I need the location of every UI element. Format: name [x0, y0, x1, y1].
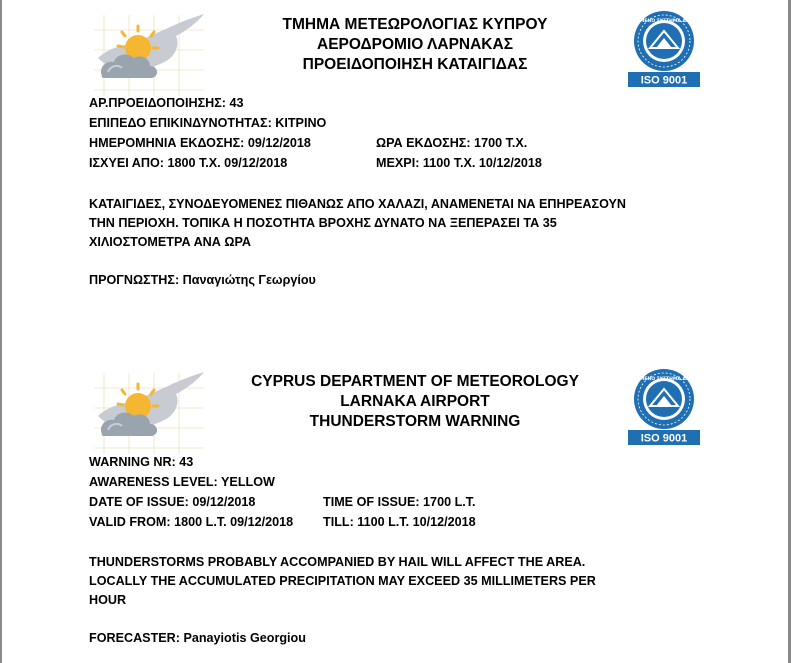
english-time-of-issue: TIME OF ISSUE: 1700 L.T.	[323, 495, 476, 509]
greek-forecaster: ΠΡΟΓΝΩΣΤΗΣ: Παναγιώτης Γεωργίου	[89, 273, 316, 287]
greek-valid-from: ΙΣΧΥΕΙ ΑΠΟ: 1800 Τ.Χ. 09/12/2018	[89, 156, 288, 170]
left-page-edge	[0, 0, 2, 663]
english-forecaster: FORECASTER: Panayiotis Georgiou	[89, 631, 306, 645]
english-valid-till: TILL: 1100 L.T. 10/12/2018	[323, 515, 476, 529]
greek-title-line-3: ΠΡΟΕΙΔΟΠΟΙΗΣΗ ΚΑΤΑΙΓΙΔΑΣ	[302, 56, 528, 73]
english-validity-row	[89, 512, 709, 532]
greek-warning-number: ΑΡ.ΠΡΟΕΙΔΟΠΟΙΗΣΗΣ: 43	[89, 96, 244, 110]
greek-valid-till: ΜΕΧΡΙ: 1100 Τ.Χ. 10/12/2018	[376, 156, 542, 170]
english-awareness-level: AWARENESS LEVEL: YELLOW	[89, 475, 275, 489]
english-message-line-3: HOUR	[89, 593, 127, 607]
iso-badge-label: ISO 9001	[640, 432, 688, 445]
greek-issue-row	[89, 133, 709, 153]
iso-ring-text: ΠΙΣΤΟΠΟΙΗΜΕΝΟ ΣΥΣΤΗΜΑ ΔΙΑΣΦΑΛΙΣΗΣ	[611, 377, 717, 382]
greek-title-line-1: ΤΜΗΜΑ ΜΕΤΕΩΡΟΛΟΓΙΑΣ ΚΥΠΡΟΥ	[282, 16, 548, 33]
greek-message-line-2: ΤΗΝ ΠΕΡΙΟΧΗ. ΤΟΠΙΚΑ Η ΠΟΣΟΤΗΤΑ ΒΡΟΧΗΣ ΔΥΝΑΤΟ ΝΑ ΞΕΠΕΡΑΣΕΙ ΤΑ 35	[89, 216, 557, 230]
english-date-of-issue: DATE OF ISSUE: 09/12/2018	[89, 495, 256, 509]
greek-date-of-issue: ΗΜΕΡΟΜΗΝΙΑ ΕΚΔΟΣΗΣ: 09/12/2018	[89, 136, 311, 150]
english-title-line-3: THUNDERSTORM WARNING	[309, 413, 521, 430]
english-message-line-1: THUNDERSTORMS PROBABLY ACCOMPANIED BY HAIL WILL AFFECT THE AREA.	[89, 555, 586, 569]
english-warning-message	[89, 553, 709, 610]
english-message-line-2: LOCALLY THE ACCUMULATED PRECIPITATION MAY EXCEED 35 MILLIMETERS PER	[89, 574, 596, 588]
greek-fields	[89, 93, 709, 173]
english-valid-from: VALID FROM: 1800 L.T. 09/12/2018	[89, 515, 294, 529]
english-title-block	[215, 372, 615, 432]
english-fields	[89, 452, 709, 532]
greek-validity-row	[89, 153, 709, 173]
meteorology-logo-icon	[84, 368, 208, 454]
greek-message-line-1: ΚΑΤΑΙΓΙΔΕΣ, ΣΥΝΟΔΕΥΟΜΕΝΕΣ ΠΙΘΑΝΩΣ ΑΠΟ ΧΑΛΑΖΙ, ΑΝΑΜΕΝΕΤΑΙ ΝΑ ΕΠΗΡΕΑΣΟΥΝ	[89, 197, 627, 211]
greek-time-of-issue: ΩΡΑ ΕΚΔΟΣΗΣ: 1700 Τ.Χ.	[376, 136, 528, 150]
iso-badge-label: ISO 9001	[640, 74, 688, 87]
greek-message-line-3: ΧΙΛΙΟΣΤΟΜΕΤΡΑ ΑΝΑ ΩΡΑ	[89, 235, 252, 249]
iso-ring-text: ΠΙΣΤΟΠΟΙΗΜΕΝΟ ΣΥΣΤΗΜΑ ΔΙΑΣΦΑΛΙΣΗΣ	[611, 19, 717, 24]
english-issue-row	[89, 492, 709, 512]
greek-awareness-level: ΕΠΙΠΕΔΟ ΕΠΙΚΙΝΔΥΝΟΤΗΤΑΣ: ΚΙΤΡΙΝΟ	[89, 116, 327, 130]
greek-warning-message	[89, 195, 709, 252]
iso-9001-badge-icon	[611, 366, 717, 446]
english-title-line-1: CYPRUS DEPARTMENT OF METEOROLOGY	[251, 373, 579, 390]
greek-title-block	[215, 15, 615, 75]
iso-9001-badge-icon	[611, 8, 717, 88]
greek-title-line-2: ΑΕΡΟΔΡΟΜΙΟ ΛΑΡΝΑΚΑΣ	[317, 36, 513, 53]
english-warning-number: WARNING NR: 43	[89, 455, 194, 469]
meteorology-logo-icon	[84, 10, 208, 96]
english-title-line-2: LARNAKA AIRPORT	[340, 393, 490, 410]
